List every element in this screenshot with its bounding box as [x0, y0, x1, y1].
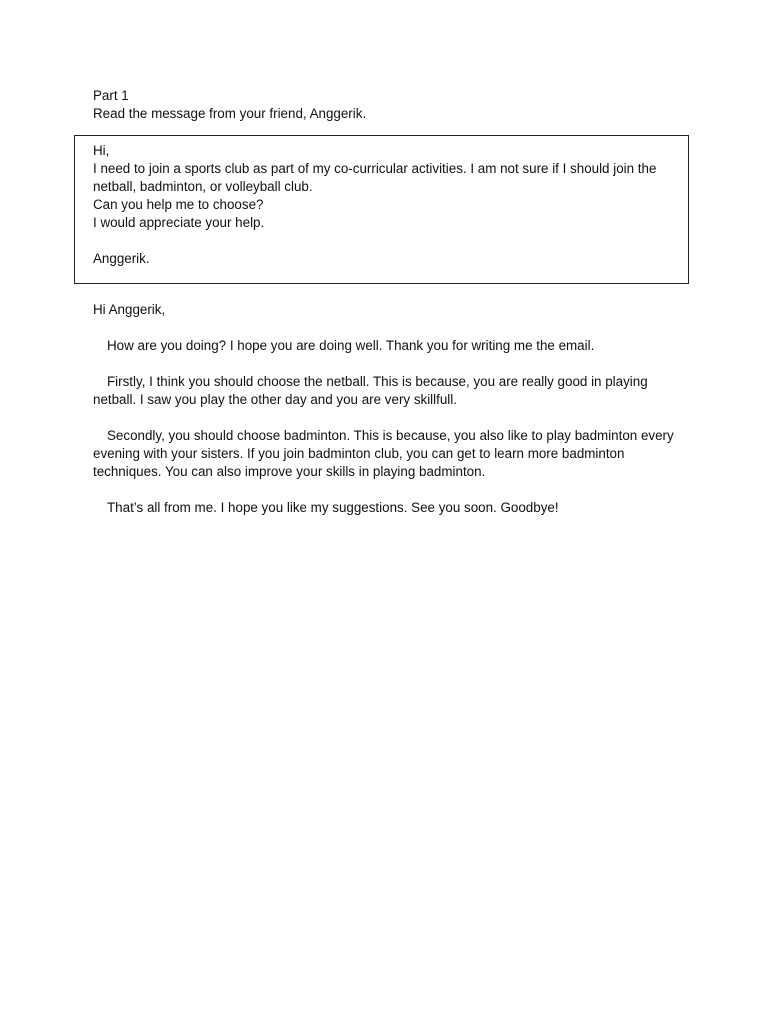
friend-message-box: [74, 135, 689, 284]
task-header: [93, 87, 693, 123]
message-line: Can you help me to choose?: [93, 197, 264, 212]
reply-paragraph: Firstly, I think you should choose the netball. This is because, you are really good in playing netball. I saw you play the other day and you are very skillfull.: [93, 374, 648, 407]
message-line: I would appreciate your help.: [93, 215, 265, 230]
message-spacer: [93, 232, 670, 250]
message-salutation: Hi,: [93, 143, 110, 158]
instruction-text: Read the message from your friend, Anggerik.: [93, 106, 367, 121]
part-label: Part 1: [93, 88, 129, 103]
reply-paragraph: Secondly, you should choose badminton. This is because, you also like to play badminton every evening with your sisters. If you join badminton club, you can get to learn more badminton techniques. You can also improve your skills in playing badminton.: [93, 428, 674, 479]
reply-greeting: Hi Anggerik,: [93, 302, 166, 317]
message-signature: Anggerik.: [93, 251, 150, 266]
reply-paragraph: How are you doing? I hope you are doing well. Thank you for writing me the email.: [107, 338, 595, 353]
reply-paragraph: That’s all from me. I hope you like my suggestions. See you soon. Goodbye!: [107, 500, 559, 515]
reply-letter: [93, 301, 683, 535]
message-line: I need to join a sports club as part of my co-curricular activities. I am not sure if I should join the netball, badminton, or volleyball club.: [93, 161, 657, 194]
